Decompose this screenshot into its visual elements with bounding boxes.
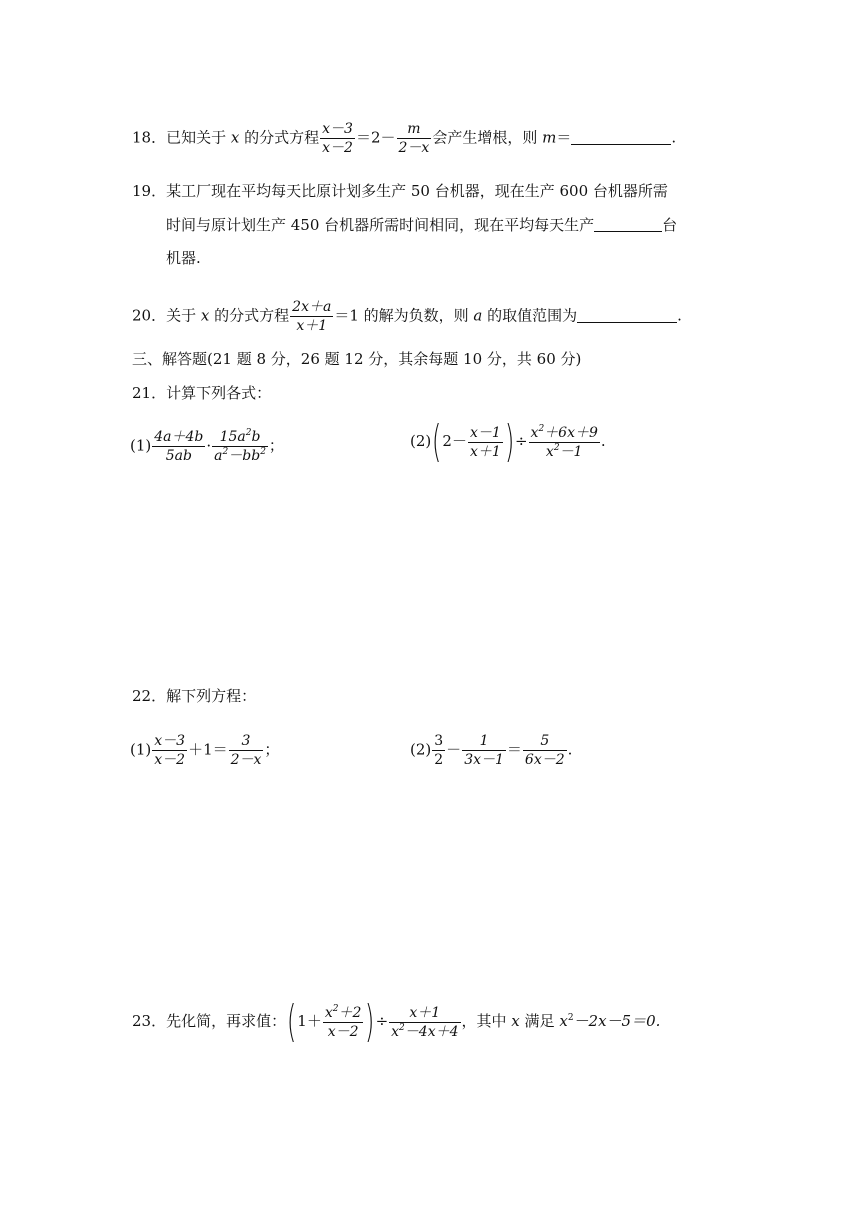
fraction: $\frac{x^2+6x+9}{x^2-1}$: [530, 423, 598, 460]
fraction: $\frac{m}{2-x}$: [398, 121, 430, 156]
fraction: $\frac{5}{6x-2}$: [524, 733, 565, 768]
question-21-part-1: (1) $\frac{4a+4b}{5ab}$ · $\frac{15a^2b}{a^2-bb^2}$ ；: [130, 428, 284, 464]
question-21-part-2: (2)(2－ $\frac{x-1}{x+1}$ )÷ $\frac{x^2+6x+9}{x^2-1}$ .: [410, 416, 606, 467]
fraction: $\frac{x+1}{x^2-4x+4}$: [391, 1004, 459, 1040]
right-paren: ): [365, 996, 375, 1047]
section-heading: 三、解答题(21 题 8 分，26 题 12 分，其余每题 10 分，共 60 分): [132, 350, 582, 368]
fraction: $\frac{x-1}{x+1}$: [469, 424, 501, 460]
question-22-part-2: (2) $\frac{3}{2}$ － $\frac{1}{3x-1}$ ＝ $\frac{5}{6x-2}$ .: [410, 733, 573, 768]
answer-blank: [594, 217, 662, 232]
left-paren: (: [286, 996, 297, 1047]
question-19: 19．某工厂现在平均每天比原计划多生产 50 台机器，现在生产 600 台机器所需: [132, 182, 668, 200]
question-19-line-3: 机器.: [166, 249, 201, 267]
fraction: $\frac{x-3}{x-2}$: [322, 121, 353, 156]
fraction: $\frac{1}{3x-1}$: [464, 733, 504, 768]
question-number: 23．: [132, 1012, 167, 1030]
fraction: $\frac{x-3}{x-2}$: [154, 733, 186, 768]
question-number: 19．: [132, 182, 167, 200]
fraction: $\frac{15a^2b}{a^2-bb^2}$: [214, 428, 266, 464]
question-number: 18．: [132, 128, 167, 147]
question-22-part-1: (1) $\frac{x-3}{x-2}$ ＋1＝ $\frac{3}{2-x}$ ；: [130, 733, 280, 768]
answer-blank: [571, 130, 671, 145]
fraction: $\frac{2x+a}{x+1}$: [292, 299, 332, 334]
question-number: 20．: [132, 306, 167, 325]
answer-blank: [577, 308, 677, 323]
question-20: 20．关于 x 的分式方程 $\frac{2x+a}{x+1}$ ＝1 的解为负数，则 a 的取值范围为 .: [132, 299, 682, 334]
right-paren: ): [504, 416, 515, 467]
question-23: 23．先化简，再求值：(1＋ $\frac{x^2+2}{x-2}$ )÷ $\frac{x+1}{x^2-4x+4}$ ，其中 x 满足 $x^2-2x-5=0$.: [132, 996, 661, 1047]
question-19-line-2: 时间与原计划生产 450 台机器所需时间相同，现在平均每天生产 台: [166, 216, 678, 234]
question-18: 18．已知关于 x 的分式方程 $\frac{x-3}{x-2}$ ＝2－ $\frac{m}{2-x}$ 会产生增根，则 m＝ .: [132, 121, 677, 156]
fraction: $\frac{4a+4b}{5ab}$: [154, 429, 204, 464]
fraction: $\frac{x^2+2}{x-2}$: [324, 1003, 362, 1040]
left-paren: (: [432, 416, 442, 467]
fraction: $\frac{3}{2-x}$: [230, 733, 262, 768]
question-21-heading: 21．计算下列各式：: [132, 384, 272, 402]
question-22-heading: 22．解下列方程：: [132, 687, 257, 705]
fraction: $\frac{3}{2}$: [434, 733, 444, 768]
